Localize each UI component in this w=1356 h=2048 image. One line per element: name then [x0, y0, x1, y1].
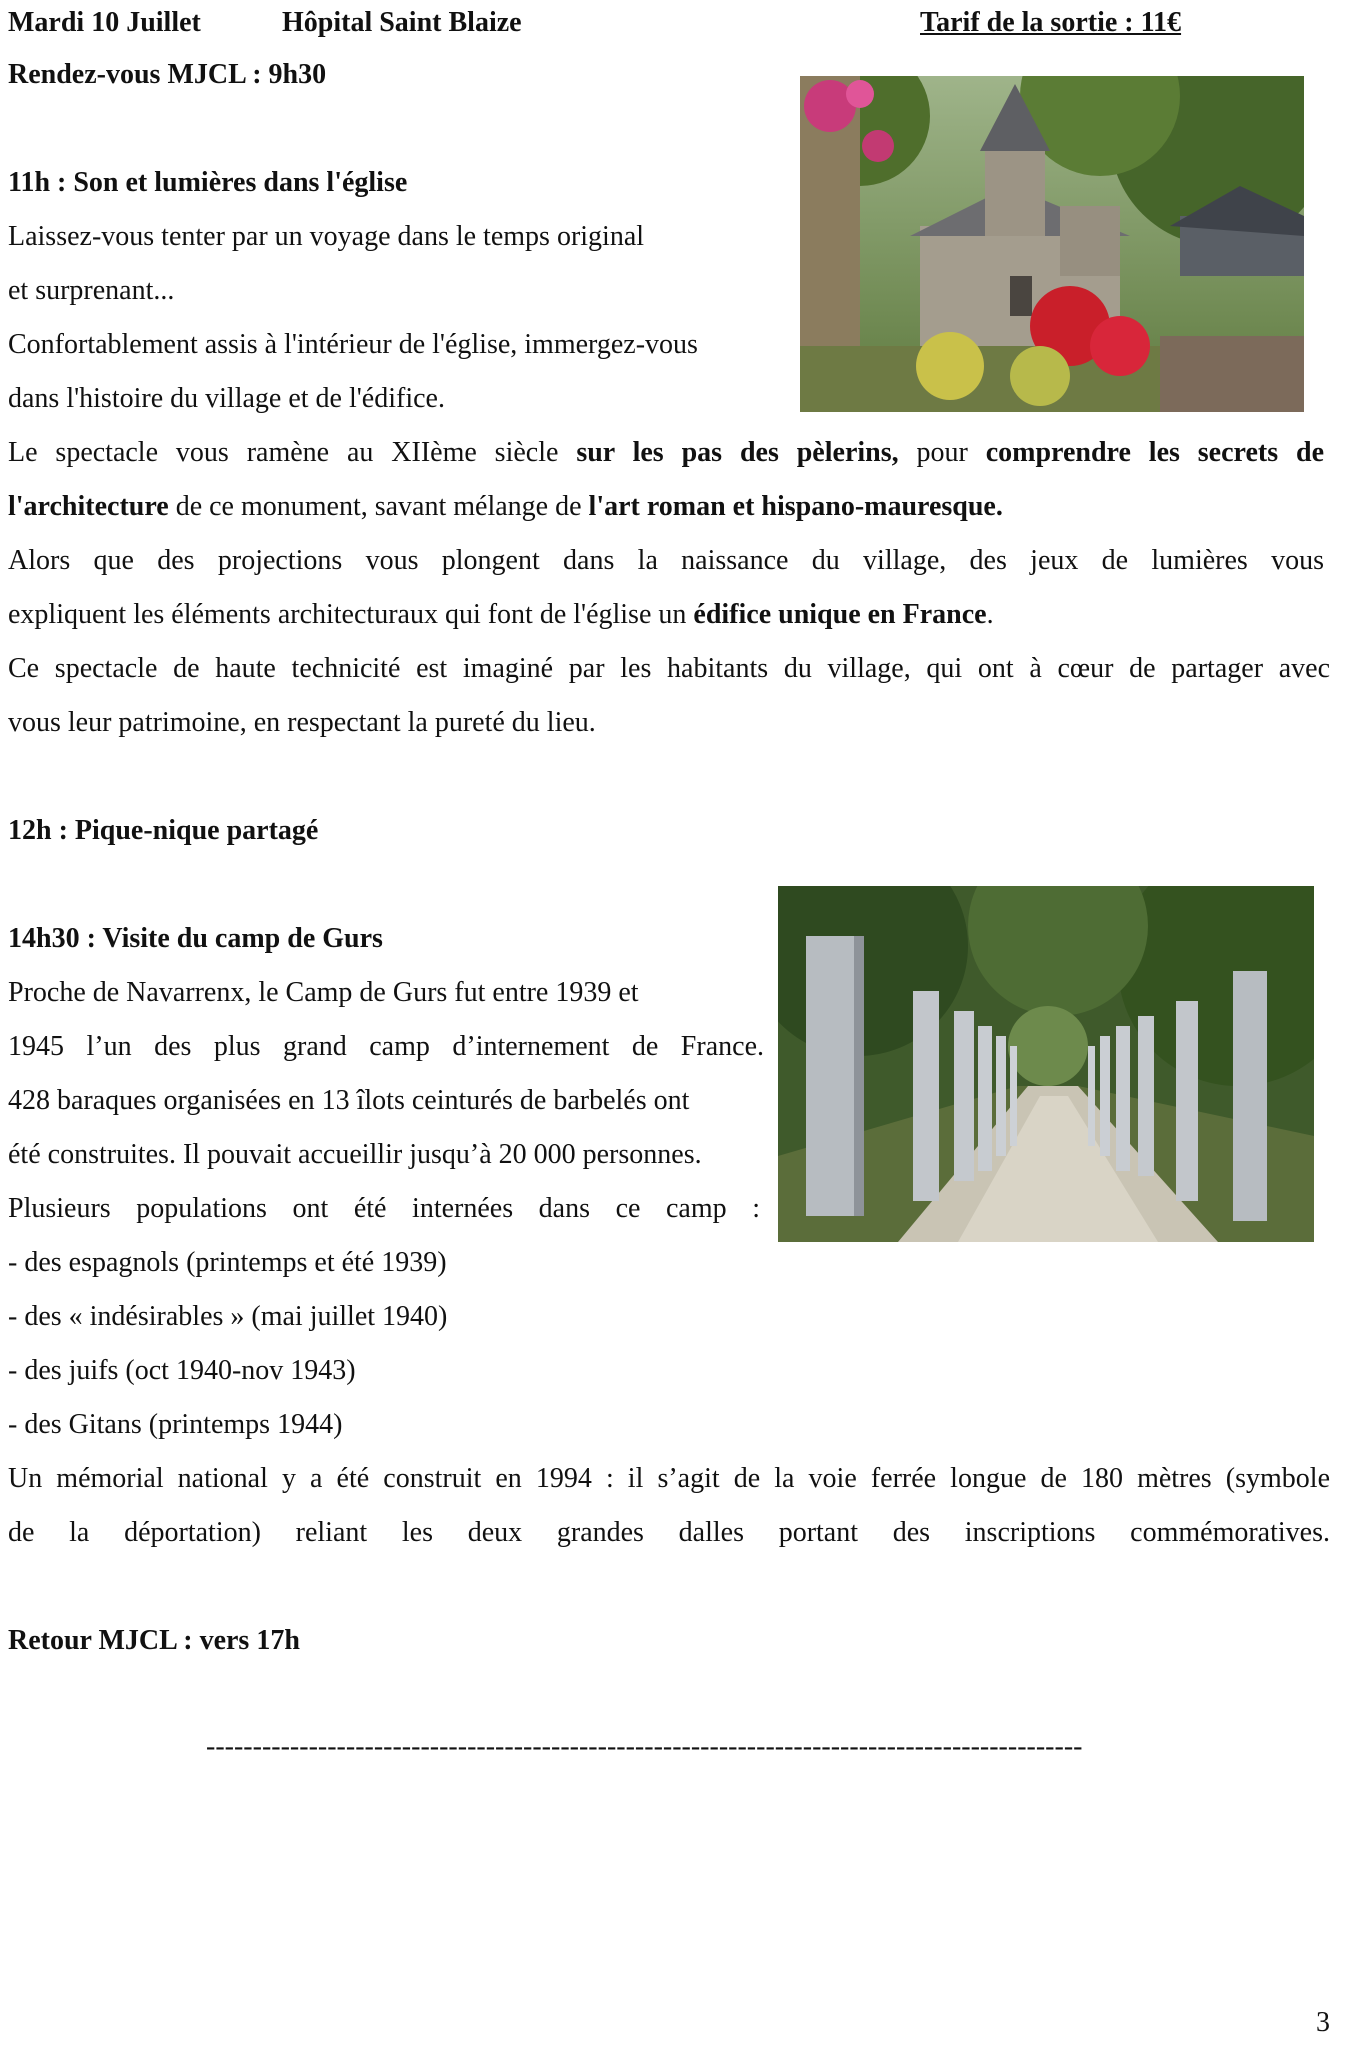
spectacle-line-2: [8, 490, 1003, 524]
comfort-line-1: Confortablement assis à l'intérieur de l'église, immergez-vous: [8, 329, 698, 360]
gurs-memorial-photo: [778, 886, 1314, 1242]
return-time: Retour MJCL : vers 17h: [8, 1625, 300, 1656]
section-title-picnic: 12h : Pique-nique partagé: [8, 815, 319, 846]
section-title-son-et-lumieres: 11h : Son et lumières dans l'église: [8, 167, 408, 198]
section-title-gurs: 14h30 : Visite du camp de Gurs: [8, 923, 383, 954]
technicity-line-1: Ce spectacle de haute technicité est imaginé par les habitants du village, qui ont à cœur de partager avec: [8, 653, 1330, 684]
list-item: - des Gitans (printemps 1944): [8, 1409, 343, 1440]
spectacle-text: pour: [898, 437, 986, 468]
list-item: - des juifs (oct 1940-nov 1943): [8, 1355, 356, 1386]
spectacle-text: Le spectacle vous ramène au XIIème siècle: [8, 437, 577, 468]
projections-line-1: Alors que des projections vous plongent dans la naissance du village, des jeux de lumières vous: [8, 545, 1324, 576]
intro-line-1: Laissez-vous tenter par un voyage dans le temps original: [8, 221, 645, 252]
projections-bold-unique: édifice unique en France: [693, 599, 987, 630]
list-item: - des espagnols (printemps et été 1939): [8, 1247, 447, 1278]
spectacle-line-1: [8, 436, 1324, 470]
spectacle-text: de ce monument, savant mélange de: [168, 491, 589, 522]
gurs-line-4: été construites. Il pouvait accueillir jusqu’à 20 000 personnes.: [8, 1139, 702, 1170]
gurs-line-2: 1945 l’un des plus grand camp d’internement de France.: [8, 1031, 764, 1062]
projections-text: expliquent les éléments architecturaux qui font de l'église un: [8, 599, 694, 630]
comfort-line-2: dans l'histoire du village et de l'édifice.: [8, 383, 445, 414]
spectacle-bold-architecture: l'architecture: [8, 491, 169, 522]
gurs-line-3: 428 baraques organisées en 13 îlots ceinturés de barbelés ont: [8, 1085, 690, 1116]
technicity-line-2: vous leur patrimoine, en respectant la pureté du lieu.: [8, 707, 596, 738]
page-number: 3: [1316, 2007, 1330, 2038]
spectacle-bold-secrets: comprendre les secrets de: [985, 437, 1324, 468]
spectacle-bold-art: l'art roman et hispano-mauresque.: [588, 491, 1003, 522]
meeting-time: Rendez-vous MJCL : 9h30: [8, 59, 327, 90]
list-item: - des « indésirables » (mai juillet 1940): [8, 1301, 448, 1332]
projections-text: .: [986, 599, 994, 630]
separator-line: ----------------------------------------------------------------------------------------------: [206, 1731, 1083, 1762]
projections-line-2: [8, 598, 994, 632]
memorial-line-1: Un mémorial national y a été construit en 1994 : il s’agit de la voie ferrée longue de 180 mètres (symbole: [8, 1463, 1330, 1494]
church-photo: [800, 76, 1304, 412]
outing-date: Mardi 10 Juillet: [8, 7, 201, 38]
intro-line-2: et surprenant...: [8, 275, 175, 306]
outing-price: Tarif de la sortie : 11€: [920, 7, 1182, 38]
spectacle-bold-pilgrims: sur les pas des pèlerins,: [576, 437, 899, 468]
gurs-line-5: Plusieurs populations ont été internées dans ce camp :: [8, 1193, 760, 1224]
gurs-line-1: Proche de Navarrenx, le Camp de Gurs fut entre 1939 et: [8, 977, 639, 1008]
memorial-line-2: de la déportation) reliant les deux grandes dalles portant des inscriptions commémoratives.: [8, 1517, 1330, 1548]
outing-place: Hôpital Saint Blaize: [282, 7, 522, 38]
